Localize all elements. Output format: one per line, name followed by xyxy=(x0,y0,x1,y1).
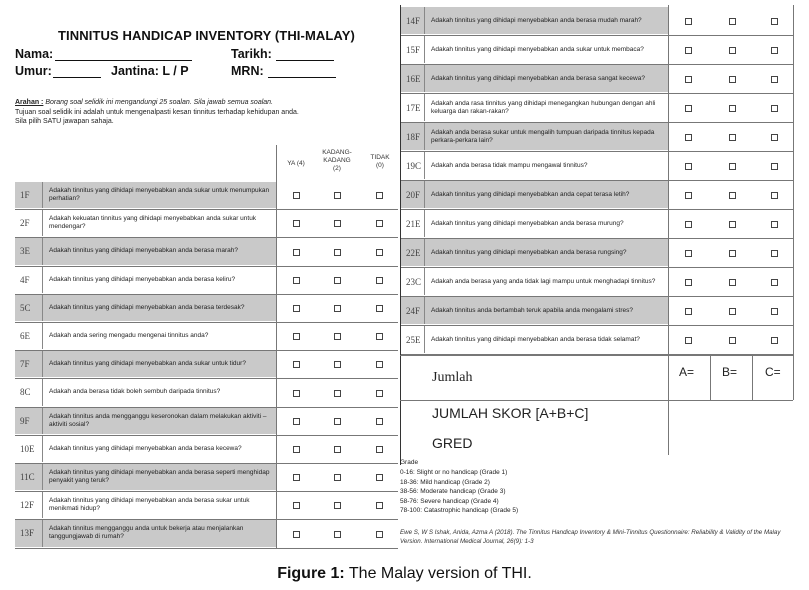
summary-mid-line xyxy=(400,400,793,401)
question-code: 19C xyxy=(401,152,425,179)
question-code: 5C xyxy=(15,295,43,321)
col-kadang-line2: KADANG xyxy=(323,157,351,164)
jumlah-label: Jumlah xyxy=(432,370,473,385)
question-code: 8C xyxy=(15,379,43,405)
question-row xyxy=(15,492,276,518)
question-text: Adakah anda rasa tinnitus yang dihidapi menegangkan hubungan dengan ahli keluarga dan rakan-rakan? xyxy=(431,99,656,115)
question-code: 21E xyxy=(401,210,425,237)
question-row xyxy=(15,464,276,490)
nama-line xyxy=(55,60,192,61)
summary-divider-1 xyxy=(710,355,711,400)
question-code: 11C xyxy=(15,464,43,490)
question-text: Adakah tinnitus yang dihidapi menyebabkan anda berasa kecewa? xyxy=(49,444,242,452)
question-code: 15F xyxy=(401,36,425,63)
question-row xyxy=(15,210,276,236)
question-text: Adakah tinnitus yang dihidapi menyebabkan anda berasa murung? xyxy=(431,219,624,227)
checkbox-ya[interactable] xyxy=(293,192,300,199)
question-code: 10E xyxy=(15,436,43,462)
question-text: Adakah tinnitus yang dihidapi menyebabkan anda sukar untuk tidur? xyxy=(43,351,276,377)
checkbox-kadang-kadang[interactable] xyxy=(334,305,341,312)
question-row xyxy=(401,268,668,295)
checkbox-kadang-kadang[interactable] xyxy=(729,192,736,199)
total-a-label: A= xyxy=(679,365,695,379)
question-text: Adakah tinnitus yang dihidapi menyebabkan anda berasa rungsing? xyxy=(425,239,668,266)
question-text: Adakah tinnitus yang dihidapi menyebabkan anda berasa tidak selamat? xyxy=(431,335,640,343)
col-kadang-header xyxy=(314,149,360,173)
question-row xyxy=(401,123,668,150)
question-text: Adakah tinnitus mengganggu anda untuk bekerja atau menjalankan tanggungjawab di rumah? xyxy=(43,520,276,546)
checkbox-kadang-kadang[interactable] xyxy=(729,47,736,54)
total-c-label: C= xyxy=(765,365,781,379)
col-tidak-header xyxy=(366,154,394,170)
checkbox-tidak[interactable] xyxy=(771,47,778,54)
checkbox-tidak[interactable] xyxy=(376,361,383,368)
mrn-label: MRN: xyxy=(231,64,264,78)
question-text: Adakah tinnitus yang dihidapi menyebabkan anda cepat terasa letih? xyxy=(425,181,668,208)
checkbox-ya[interactable] xyxy=(293,418,300,425)
question-text: Adakah tinnitus yang dihidapi menyebabkan anda berasa sangat kecewa? xyxy=(425,65,668,92)
question-row xyxy=(401,210,668,237)
col-kadang-line3: (2) xyxy=(333,165,341,172)
checkbox-kadang-kadang[interactable] xyxy=(334,390,341,397)
checkbox-ya[interactable] xyxy=(293,474,300,481)
checkbox-ya[interactable] xyxy=(685,192,692,199)
checkbox-tidak[interactable] xyxy=(771,308,778,315)
checkbox-kadang-kadang[interactable] xyxy=(334,502,341,509)
question-text: Adakah anda sering mengadu mengenai tinnitus anda? xyxy=(49,332,209,340)
checkbox-tidak[interactable] xyxy=(376,192,383,199)
row-separator xyxy=(15,548,398,549)
question-row xyxy=(401,297,668,324)
checkbox-ya[interactable] xyxy=(685,221,692,228)
checkbox-ya[interactable] xyxy=(293,249,300,256)
checkbox-ya[interactable] xyxy=(293,502,300,509)
checkbox-tidak[interactable] xyxy=(771,163,778,170)
checkbox-kadang-kadang[interactable] xyxy=(334,361,341,368)
question-row xyxy=(401,239,668,266)
left-table-divider xyxy=(276,145,277,548)
checkbox-tidak[interactable] xyxy=(376,531,383,538)
summary-top-line xyxy=(400,355,793,356)
tarikh-label: Tarikh: xyxy=(231,47,272,61)
question-code: 1F xyxy=(15,182,43,208)
question-text: Adakah anda berasa sukar untuk mengalih tumpuan daripada tinnitus kepada perkara-perkara lain? xyxy=(425,123,668,150)
question-text: Adakah tinnitus yang dihidapi menyebabkan anda berasa terdesak? xyxy=(43,295,276,321)
checkbox-kadang-kadang[interactable] xyxy=(334,192,341,199)
question-code: 24F xyxy=(401,297,425,324)
checkbox-tidak[interactable] xyxy=(376,277,383,284)
checkbox-kadang-kadang[interactable] xyxy=(334,418,341,425)
checkbox-kadang-kadang[interactable] xyxy=(729,279,736,286)
question-row xyxy=(401,7,668,34)
mrn-line xyxy=(268,77,336,78)
question-row xyxy=(15,520,276,546)
right-table-right-border xyxy=(793,5,794,400)
question-code: 12F xyxy=(15,492,43,518)
caption-label: Figure 1: xyxy=(277,565,345,582)
checkbox-tidak[interactable] xyxy=(376,333,383,340)
checkbox-ya[interactable] xyxy=(293,361,300,368)
arahan-label: Arahan : xyxy=(15,99,44,106)
checkbox-kadang-kadang[interactable] xyxy=(729,134,736,141)
grade-line-2: 18-36: Mild handicap (Grade 2) xyxy=(400,478,490,486)
question-text: Adakah anda berasa tidak boleh sembuh daripada tinnitus? xyxy=(49,388,221,396)
question-row xyxy=(401,36,668,63)
summary-divider-2 xyxy=(752,355,753,400)
checkbox-tidak[interactable] xyxy=(771,192,778,199)
tujuan-line-1: Tujuan soal selidik ini adalah untuk mengenalpasti kesan tinnitus terhadap kehidupan anda. xyxy=(15,109,299,116)
checkbox-ya[interactable] xyxy=(685,279,692,286)
checkbox-tidak[interactable] xyxy=(771,105,778,112)
checkbox-ya[interactable] xyxy=(685,308,692,315)
checkbox-tidak[interactable] xyxy=(771,134,778,141)
question-code: 17E xyxy=(401,94,425,121)
grade-heading: Grade xyxy=(400,459,419,466)
checkbox-ya[interactable] xyxy=(685,47,692,54)
checkbox-ya[interactable] xyxy=(293,305,300,312)
checkbox-ya[interactable] xyxy=(293,220,300,227)
question-row xyxy=(15,295,276,321)
question-text: Adakah tinnitus yang dihidapi menyebabkan anda sukar untuk membaca? xyxy=(431,45,644,53)
question-text: Adakah tinnitus anda mengganggu keseronokan dalam melakukan aktiviti – aktiviti sosial? xyxy=(43,408,276,434)
question-code: 25E xyxy=(401,326,425,353)
grade-line-1: 0-16: Slight or no handicap (Grade 1) xyxy=(400,469,508,476)
question-code: 13F xyxy=(15,520,43,546)
question-text: Adakah anda berasa tidak mampu mengawal tinnitus? xyxy=(431,161,588,169)
col-tidak-line1: TIDAK xyxy=(370,154,390,161)
arahan-line xyxy=(15,98,273,107)
question-row xyxy=(401,181,668,208)
jumlah-skor-label: JUMLAH SKOR [A+B+C] xyxy=(432,405,589,421)
question-row xyxy=(15,408,276,434)
checkbox-ya[interactable] xyxy=(685,337,692,344)
checkbox-ya[interactable] xyxy=(685,134,692,141)
checkbox-tidak[interactable] xyxy=(376,502,383,509)
checkbox-kadang-kadang[interactable] xyxy=(334,333,341,340)
question-code: 9F xyxy=(15,408,43,434)
jantina-label: Jantina: L / P xyxy=(111,64,189,78)
question-text: Adakah tinnitus yang dihidapi menyebabkan anda berasa keliru? xyxy=(49,275,236,283)
checkbox-kadang-kadang[interactable] xyxy=(334,474,341,481)
checkbox-tidak[interactable] xyxy=(771,337,778,344)
checkbox-ya[interactable] xyxy=(685,76,692,83)
question-code: 6E xyxy=(15,323,43,349)
question-row xyxy=(15,323,276,349)
checkbox-tidak[interactable] xyxy=(771,221,778,228)
checkbox-ya[interactable] xyxy=(685,163,692,170)
question-row xyxy=(401,94,668,121)
question-code: 23C xyxy=(401,268,425,295)
checkbox-tidak[interactable] xyxy=(376,418,383,425)
question-code: 4F xyxy=(15,267,43,293)
nama-label: Nama: xyxy=(15,47,54,61)
form-title: TINNITUS HANDICAP INVENTORY (THI-MALAY) xyxy=(58,28,355,43)
question-code: 16E xyxy=(401,65,425,92)
grade-line-5: 78-100: Catastrophic handicap (Grade 5) xyxy=(400,507,519,515)
checkbox-kadang-kadang[interactable] xyxy=(729,221,736,228)
checkbox-kadang-kadang[interactable] xyxy=(729,337,736,344)
checkbox-kadang-kadang[interactable] xyxy=(729,163,736,170)
checkbox-kadang-kadang[interactable] xyxy=(729,308,736,315)
question-row xyxy=(15,182,276,208)
checkbox-kadang-kadang[interactable] xyxy=(334,220,341,227)
umur-line xyxy=(53,77,101,78)
reference-text: Ewe S, W S Ishak, Anida, Azma A (2018). The Tinnitus Handicap Inventory & Mini-Tinnitus Questionnaire: Reliability & Validity of the Malay Version. International Medical Journal, 26(9): 1-3 xyxy=(400,529,781,545)
question-row xyxy=(15,351,276,377)
figure-caption xyxy=(0,565,809,583)
question-code: 7F xyxy=(15,351,43,377)
checkbox-ya[interactable] xyxy=(685,105,692,112)
checkbox-ya[interactable] xyxy=(293,277,300,284)
grade-line-4: 58-76: Severe handicap (Grade 4) xyxy=(400,497,499,505)
checkbox-tidak[interactable] xyxy=(376,474,383,481)
question-code: 3E xyxy=(15,238,43,264)
question-code: 22E xyxy=(401,239,425,266)
question-row xyxy=(401,65,668,92)
question-text: Adakah tinnitus yang dihidapi menyebabkan anda sukar untuk menumpukan perhatian? xyxy=(43,182,276,208)
checkbox-kadang-kadang[interactable] xyxy=(729,18,736,25)
question-code: 18F xyxy=(401,123,425,150)
question-text: Adakah tinnitus yang dihidapi menyebabkan anda berasa seperti menghidap penyakit yang teruk? xyxy=(43,464,276,490)
checkbox-tidak[interactable] xyxy=(376,390,383,397)
checkbox-kadang-kadang[interactable] xyxy=(334,446,341,453)
checkbox-tidak[interactable] xyxy=(771,76,778,83)
checkbox-tidak[interactable] xyxy=(771,18,778,25)
question-text: Adakah kekuatan tinnitus yang dihidapi menyebabkan anda sukar untuk mendengar? xyxy=(49,215,257,231)
question-code: 20F xyxy=(401,181,425,208)
arahan-text: Borang soal selidik ini mengandungi 25 soalan. Sila jawab semua soalan. xyxy=(45,99,274,106)
gred-label: GRED xyxy=(432,435,473,451)
checkbox-ya[interactable] xyxy=(293,390,300,397)
checkbox-kadang-kadang[interactable] xyxy=(729,105,736,112)
checkbox-tidak[interactable] xyxy=(771,250,778,257)
tarikh-line xyxy=(276,60,334,61)
checkbox-tidak[interactable] xyxy=(376,446,383,453)
checkbox-tidak[interactable] xyxy=(376,220,383,227)
total-b-label: B= xyxy=(722,365,738,379)
question-code: 2F xyxy=(15,210,43,236)
checkbox-kadang-kadang[interactable] xyxy=(334,277,341,284)
question-row xyxy=(401,152,668,179)
tujuan-line-2: Sila pilih SATU jawapan sahaja. xyxy=(15,118,114,125)
caption-text: The Malay version of THI. xyxy=(344,565,532,582)
checkbox-kadang-kadang[interactable] xyxy=(729,250,736,257)
question-text: Adakah tinnitus yang dihidapi menyebabkan anda berasa sukar untuk menikmati hidup? xyxy=(49,497,250,513)
question-row xyxy=(401,326,668,353)
checkbox-tidak[interactable] xyxy=(771,279,778,286)
checkbox-ya[interactable] xyxy=(293,446,300,453)
umur-label: Umur: xyxy=(15,64,52,78)
col-tidak-line2: (0) xyxy=(376,162,384,169)
checkbox-kadang-kadang[interactable] xyxy=(334,531,341,538)
question-text: Adakah tinnitus yang dihidapi menyebabkan anda berasa mudah marah? xyxy=(425,7,668,34)
checkbox-ya[interactable] xyxy=(685,18,692,25)
checkbox-tidak[interactable] xyxy=(376,305,383,312)
question-text: Adakah tinnitus anda bertambah teruk apabila anda mengalami stres? xyxy=(425,297,668,324)
question-text: Adakah anda berasa yang anda tidak lagi mampu untuk menghadapi tinnitus? xyxy=(431,277,656,285)
question-code: 14F xyxy=(401,7,425,34)
checkbox-ya[interactable] xyxy=(293,333,300,340)
col-ya-header: YA (4) xyxy=(287,160,305,167)
question-row xyxy=(15,379,276,405)
question-text: Adakah tinnitus yang dihidapi menyebabkan anda berasa marah? xyxy=(43,238,276,264)
checkbox-ya[interactable] xyxy=(293,531,300,538)
checkbox-tidak[interactable] xyxy=(376,249,383,256)
question-row xyxy=(15,238,276,264)
question-row xyxy=(15,436,276,462)
grade-line-3: 38-56: Moderate handicap (Grade 3) xyxy=(400,488,506,496)
checkbox-kadang-kadang[interactable] xyxy=(729,76,736,83)
right-table-divider xyxy=(668,5,669,455)
checkbox-ya[interactable] xyxy=(685,250,692,257)
checkbox-kadang-kadang[interactable] xyxy=(334,249,341,256)
question-row xyxy=(15,267,276,293)
col-kadang-line1: KADANG- xyxy=(322,149,352,156)
